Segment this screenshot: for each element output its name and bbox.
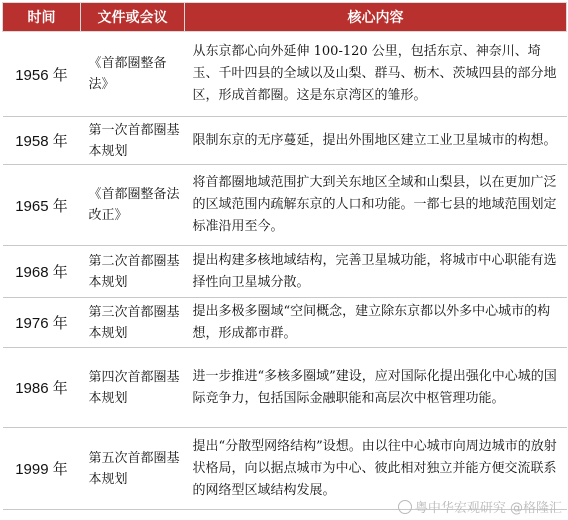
row-content: 进一步推进“多核多圈域”建设，应对国际化提出强化中心城的国际竞争力，包括国际金融职能和高层次中枢管理功能。 bbox=[185, 348, 567, 428]
row-content: 提出多极多圈域“空间概念，建立除东京都以外多中心城市的构想，形成都市群。 bbox=[185, 298, 567, 348]
urban-plan-table bbox=[2, 2, 567, 510]
row-content: 限制东京的无序蔓延，提出外围地区建立工业卫星城市的构想。 bbox=[185, 117, 567, 165]
row-document: 《首都圈整备法》 bbox=[81, 32, 185, 117]
row-document: 第三次首都圈基本规划 bbox=[81, 298, 185, 348]
row-document: 第四次首都圈基本规划 bbox=[81, 348, 185, 428]
row-document: 第二次首都圈基本规划 bbox=[81, 246, 185, 298]
row-content: 提出“分散型网络结构”设想。由以往中心城市向周边城市的放射状格局，向以据点城市为中心、彼此相对独立并能方便交流联系的网络型区域结构发展。 bbox=[185, 428, 567, 510]
row-content: 将首都圈地域范围扩大到关东地区全域和山梨县，以在更加广泛的区域范围内疏解东京的人口和功能。一都七县的地域范围划定标准沿用至今。 bbox=[185, 165, 567, 246]
row-year: 1976 年 bbox=[3, 298, 81, 348]
table-row bbox=[3, 165, 567, 246]
table-row bbox=[3, 246, 567, 298]
table-row bbox=[3, 348, 567, 428]
table-row bbox=[3, 298, 567, 348]
header-content: 核心内容 bbox=[185, 3, 567, 32]
wechat-logo-icon bbox=[398, 500, 412, 514]
row-year: 1968 年 bbox=[3, 246, 81, 298]
watermark bbox=[398, 497, 562, 516]
row-document: 第五次首都圈基本规划 bbox=[81, 428, 185, 510]
table-header-row bbox=[3, 3, 567, 32]
watermark-text: 粤中华宏观研究 @格隆汇 bbox=[414, 501, 562, 516]
row-year: 1986 年 bbox=[3, 348, 81, 428]
table-row bbox=[3, 32, 567, 117]
row-content: 从东京都心向外延伸 100-120 公里，包括东京、神奈川、埼玉、千叶四县的全域以及山梨、群马、枥木、茨城四县的部分地区，形成首都圈。这是东京湾区的雏形。 bbox=[185, 32, 567, 117]
row-year: 1958 年 bbox=[3, 117, 81, 165]
row-year: 1956 年 bbox=[3, 32, 81, 117]
row-document: 《首都圈整备法改正》 bbox=[81, 165, 185, 246]
header-time: 时间 bbox=[3, 3, 81, 32]
row-document: 第一次首都圈基本规划 bbox=[81, 117, 185, 165]
row-year: 1999 年 bbox=[3, 428, 81, 510]
row-content: 提出构建多核地域结构，完善卫星城功能，将城市中心职能有选择性向卫星城分散。 bbox=[185, 246, 567, 298]
header-document: 文件或会议 bbox=[81, 3, 185, 32]
row-year: 1965 年 bbox=[3, 165, 81, 246]
table-row bbox=[3, 117, 567, 165]
